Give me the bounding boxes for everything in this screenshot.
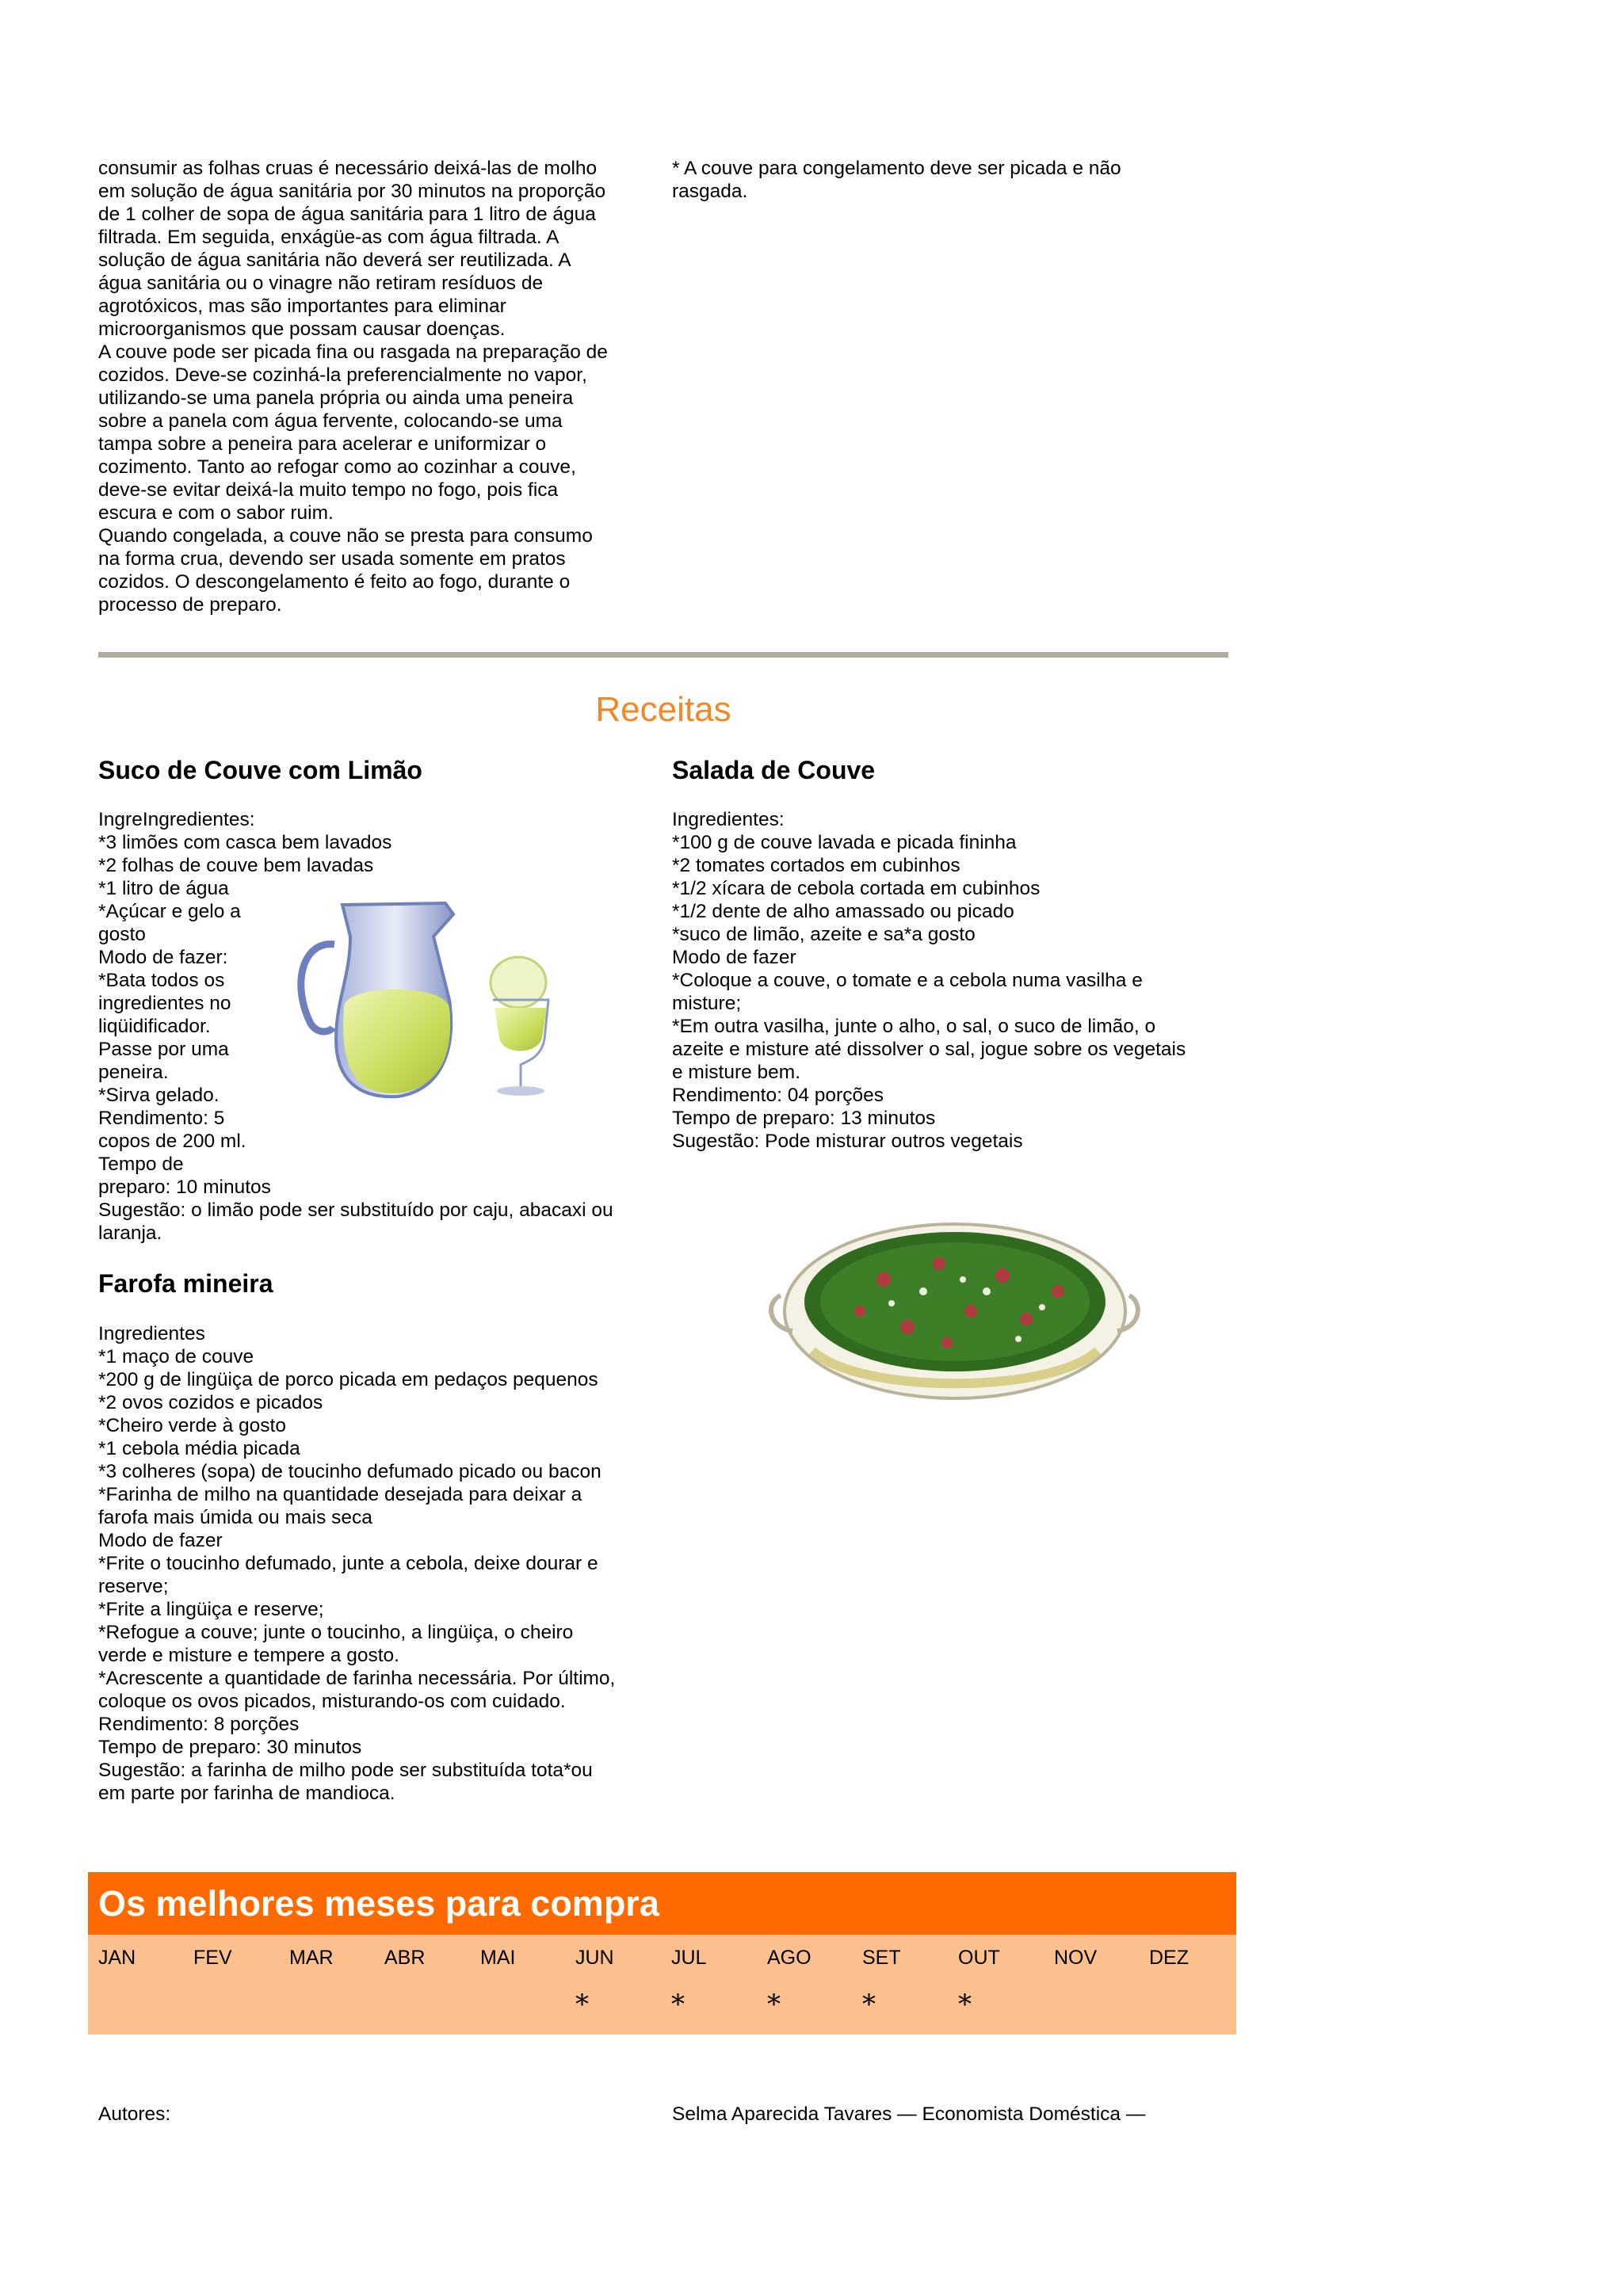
month-label: ABR <box>384 1947 426 1969</box>
recipe-text-farofa: Ingredientes *1 maço de couve *200 g de lingüiça de porco picada em pedaços pequenos *2 ovos cozidos e picados *Cheiro verde à gosto *1 cebola média picada *3 colheres (sopa) de toucinho defumado picado ou bacon *Farinha de milho na quantidade desejada para deixar a farofa mais úmida ou mais seca Modo de fazer *Frite o toucinho defumado, junte a cebola, deixe dourar e reserve; *Frite a lingüiça e reserve; *Refogue a couve; junte o toucinho, a lingüiça, o cheiro verde e misture e tempere a gosto. *Acrescente a quantidade de farinha necessária. Por último, coloque os ovos picados, misturando-os com cuidado. Rendimento: 8 porções Tempo de preparo: 30 minutos Sugestão: a farinha de milho pode ser substituída tota*ou em parte por farinha de mandioca. <box>98 1323 616 1804</box>
section-title: Receitas <box>595 690 731 729</box>
authors-label: Autores: <box>98 2103 171 2125</box>
recipe-title-suco: Suco de Couve com Limão <box>98 756 422 784</box>
best-months-table <box>88 1935 1236 2035</box>
recipe-text-salada: Ingredientes: *100 g de couve lavada e picada fininha *2 tomates cortados em cubinhos *1/2 xícara de cebola cortada em cubinhos *1/2 dente de alho amassado ou picado *suco de limão, azeite e sa*a gosto Modo de fazer *Coloque a couve, o tomate e a cebola numa vasilha e misture; *Em outra vasilha, junte o alho, o sal, o suco de limão, o azeite e misture até dissolver o sal, jogue sobre os vegetais e misture bem. Rendimento: 04 porções Tempo de preparo: 13 minutos Sugestão: Pode misturar outros vegetais <box>672 809 1186 1152</box>
best-months-header: Os melhores meses para compra <box>88 1872 1236 1935</box>
month-label: MAR <box>289 1947 334 1969</box>
month-label: JUN <box>575 1947 614 1969</box>
month-label: FEV <box>193 1947 232 1969</box>
month-mark: * <box>767 1989 781 2020</box>
month-label: SET <box>862 1947 901 1969</box>
authors-name: Selma Aparecida Tavares — Economista Doméstica — <box>672 2103 1146 2125</box>
month-label: AGO <box>767 1947 812 1969</box>
month-label: OUT <box>958 1947 1000 1969</box>
month-mark: * <box>862 1989 876 2020</box>
intro-paragraph-right: * A couve para congelamento deve ser picada e não rasgada. <box>672 158 1121 202</box>
month-mark: * <box>575 1989 589 2020</box>
recipe-title-salada: Salada de Couve <box>672 756 876 784</box>
intro-paragraph-left: consumir as folhas cruas é necessário deixá-las de molho em solução de água sanitária por 30 minutos na proporção de 1 colher de sopa de água sanitária para 1 litro de água filtrada. Em seguida, enxágüe-as com água filtrada. A solução de água sanitária não deverá ser reutilizada. A água sanitária ou o vinagre não retiram resíduos de agrotóxicos, mas são importantes para eliminar microorganismos que possam causar doenças. A couve pode ser picada fina ou rasgada na preparação de cozidos. Deve-se cozinhá-la preferencialmente no vapor, utilizando-se uma panela própria ou ainda uma peneira sobre a panela com água fervente, colocando-se uma tampa sobre a peneira para acelerar e uniformizar o cozimento. Tanto ao refogar como ao cozinhar a couve, deve-se evitar deixá-la muito tempo no fogo, pois fica escura e com o sabor ruim. Quando congelada, a couve não se presta para consumo na forma crua, devendo ser usada somente em pratos cozidos. O descongelamento é feito ao fogo, durante o processo de preparo. <box>98 158 608 616</box>
juice-jug-illustration <box>287 889 580 1111</box>
month-mark: * <box>958 1989 972 2020</box>
recipe-text-suco: IngreIngredientes: *3 limões com casca bem lavados *2 folhas de couve bem lavadas *1 litro de água *Açúcar e gelo a gosto Modo de fazer: *Bata todos os ingredientes no liqüidificador. Passe por uma peneira. *Sirva gelado. Rendimento: 5 copos de 200 ml. Tempo de preparo: 10 minutos Sugestão: o limão pode ser substituído por caju, abacaxi ou laranja. <box>98 809 613 1244</box>
month-label: JAN <box>98 1947 136 1969</box>
section-divider <box>98 652 1228 658</box>
month-mark: * <box>671 1989 685 2020</box>
month-label: DEZ <box>1149 1947 1189 1969</box>
recipe-title-farofa: Farofa mineira <box>98 1269 273 1298</box>
month-label: MAI <box>480 1947 516 1969</box>
month-label: JUL <box>671 1947 707 1969</box>
salad-bowl-illustration <box>765 1200 1141 1410</box>
month-label: NOV <box>1054 1947 1098 1969</box>
